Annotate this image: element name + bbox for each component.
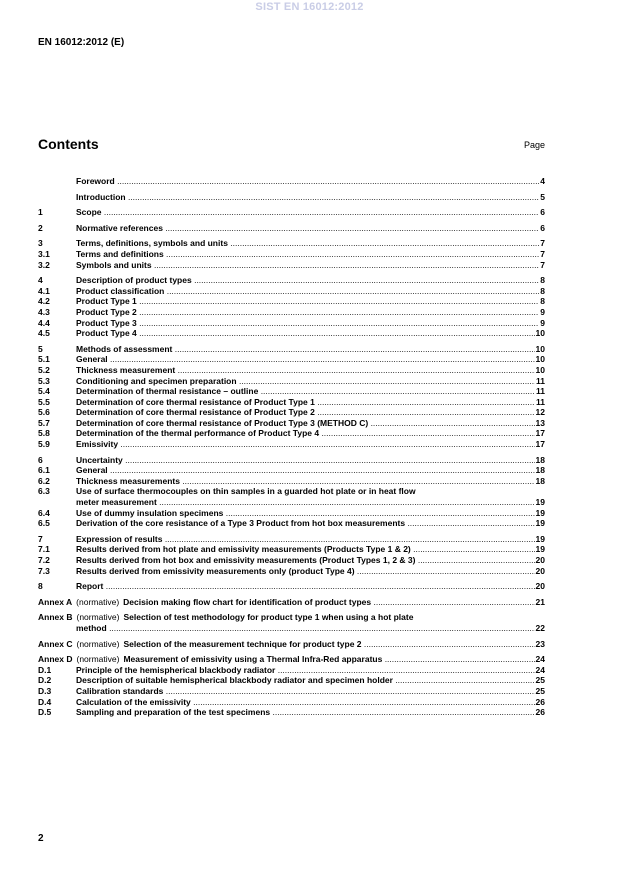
toc-entry[interactable] — [38, 207, 545, 218]
toc-entry[interactable] — [38, 176, 545, 187]
toc-page: 22 — [535, 622, 545, 633]
toc-number: D.4 — [38, 696, 52, 707]
toc-title: Determination of thermal resistance – outline ..... — [76, 386, 535, 397]
toc-title: Results derived from hot plate and emissivity measurements (Products Type 1 & 2) ..... — [76, 544, 535, 555]
toc-title: Expression of results ..... — [76, 534, 535, 545]
toc-entry[interactable] — [38, 386, 545, 397]
document-header: EN 16012:2012 (E) — [38, 37, 125, 48]
toc-number: 6.2 — [38, 475, 50, 486]
toc-title: Uncertainty ..... — [76, 455, 535, 466]
toc-number: 3.2 — [38, 259, 50, 270]
toc-page: 18 — [535, 475, 545, 486]
toc-title: Product Type 1 ..... — [76, 296, 539, 307]
toc-page: 21 — [535, 596, 545, 607]
toc-title: Symbols and units ..... — [76, 260, 539, 271]
toc-page: 23 — [535, 638, 545, 649]
page-title: Contents — [38, 136, 99, 152]
toc-title: Methods of assessment ..... — [76, 344, 535, 355]
toc-number: 4.2 — [38, 296, 50, 307]
toc-entry[interactable] — [38, 192, 545, 203]
toc-title: Determination of core thermal resistance of Product Type 1 ..... — [76, 397, 535, 408]
toc-title: Product Type 2 ..... — [76, 307, 539, 318]
toc-title: Measurement of emissivity using a Thermal Infra-Red apparatus ..... — [123, 654, 534, 665]
annex-label: Annex D — [38, 654, 73, 665]
toc-entry[interactable] — [38, 249, 545, 260]
toc-entry[interactable] — [38, 566, 545, 577]
toc-page: 10 — [535, 354, 545, 365]
toc-page: 20 — [535, 555, 545, 565]
toc-entry[interactable] — [38, 307, 545, 318]
toc-page: 26 — [535, 696, 545, 707]
toc-number: D.3 — [38, 685, 52, 696]
toc-title: Calculation of the emissivity ..... — [76, 697, 535, 708]
toc-number: D.5 — [38, 707, 52, 718]
toc-number: D.2 — [38, 675, 52, 686]
toc-title: Thickness measurement ..... — [76, 365, 535, 376]
toc-page: 20 — [535, 565, 545, 576]
toc-title: Decision making flow chart for identification of product types ..... — [123, 597, 534, 608]
toc-page: 8 — [540, 285, 545, 296]
toc-page: 7 — [540, 259, 545, 270]
toc-number: 3.1 — [38, 248, 50, 259]
toc-number: D.1 — [38, 664, 52, 675]
annex-note: (normative) — [76, 596, 120, 607]
toc-page: 19 — [535, 544, 545, 555]
toc-entry[interactable] — [38, 665, 545, 676]
toc-page: 8 — [540, 275, 545, 286]
toc-number: 5.6 — [38, 407, 50, 418]
toc-annex-entry[interactable] — [38, 597, 545, 608]
table-of-contents — [38, 176, 545, 718]
toc-title: Sampling and preparation of the test specimens ..... — [76, 707, 535, 718]
toc-entry[interactable] — [38, 497, 545, 508]
toc-page: 24 — [535, 664, 545, 675]
toc-title: General ..... — [76, 465, 535, 476]
toc-number: 6.4 — [38, 507, 50, 518]
toc-title: Product classification ..... — [76, 286, 539, 297]
toc-entry[interactable] — [38, 344, 545, 355]
toc-page: 6 — [540, 222, 545, 233]
toc-annex-entry[interactable] — [38, 654, 545, 665]
toc-page: 25 — [535, 685, 545, 696]
toc-entry[interactable] — [38, 581, 545, 592]
toc-title: Thickness measurements ..... — [76, 476, 535, 487]
toc-title: Use of surface thermocouples on thin samples in a guarded hot plate or in heat flow — [76, 486, 416, 497]
toc-number: 5 — [38, 343, 43, 354]
toc-page: 17 — [535, 439, 545, 450]
toc-entry[interactable] — [38, 675, 545, 686]
toc-entry[interactable] — [38, 508, 545, 519]
toc-entry[interactable] — [38, 318, 545, 329]
toc-title: Introduction ..... — [76, 192, 539, 203]
toc-page: 10 — [535, 328, 545, 339]
toc-number: 4.3 — [38, 306, 50, 317]
toc-entry[interactable] — [38, 238, 545, 249]
watermark: SIST EN 16012:2012 — [255, 1, 364, 13]
toc-title: Determination of the thermal performance of Product Type 4 ..... — [76, 428, 535, 439]
toc-title: Normative references ..... — [76, 223, 539, 234]
toc-page: 26 — [535, 707, 545, 718]
toc-title: Calibration standards ..... — [76, 686, 535, 697]
toc-page: 18 — [535, 465, 545, 476]
toc-page: 19 — [535, 497, 545, 508]
toc-number: 1 — [38, 207, 43, 218]
toc-number: 6 — [38, 454, 43, 465]
toc-entry[interactable] — [38, 455, 545, 466]
toc-number: 5.8 — [38, 428, 50, 439]
toc-entry[interactable] — [38, 418, 545, 429]
toc-entry[interactable] — [38, 465, 545, 476]
toc-entry[interactable] — [38, 397, 545, 408]
toc-number: 6.3 — [38, 486, 50, 497]
toc-entry[interactable] — [38, 555, 545, 566]
toc-number: 6.1 — [38, 465, 50, 476]
toc-page: 9 — [540, 306, 545, 317]
toc-title: Use of dummy insulation specimens ..... — [76, 508, 535, 519]
toc-number: 4 — [38, 275, 43, 286]
toc-annex-entry[interactable] — [38, 612, 545, 623]
toc-entry[interactable] — [38, 623, 545, 634]
toc-title: Conditioning and specimen preparation ..... — [76, 376, 535, 387]
toc-title: Product Type 3 ..... — [76, 318, 539, 329]
toc-entry[interactable] — [38, 439, 545, 450]
toc-entry[interactable] — [38, 260, 545, 271]
toc-page: 11 — [536, 386, 545, 397]
toc-page: 10 — [535, 364, 545, 375]
toc-title: Selection of the measurement technique for product type 2 ..... — [123, 639, 534, 650]
toc-page: 18 — [535, 454, 545, 465]
toc-page: 13 — [535, 417, 545, 428]
toc-number: 5.4 — [38, 386, 50, 397]
toc-number: 7 — [38, 533, 43, 544]
toc-annex-entry[interactable] — [38, 639, 545, 650]
toc-entry[interactable] — [38, 544, 545, 555]
toc-page: 19 — [535, 533, 545, 544]
toc-title: Terms, definitions, symbols and units ..... — [76, 238, 539, 249]
toc-number: 3 — [38, 238, 43, 249]
toc-entry[interactable] — [38, 476, 545, 487]
toc-entry[interactable] — [38, 286, 545, 297]
toc-entry[interactable] — [38, 407, 545, 418]
annex-label: Annex C — [38, 638, 73, 649]
toc-page: 19 — [535, 507, 545, 518]
annex-note: (normative) — [76, 638, 120, 649]
toc-entry[interactable] — [38, 686, 545, 697]
toc-number: 5.9 — [38, 439, 50, 450]
toc-number: 7.2 — [38, 555, 50, 565]
toc-number: 7.1 — [38, 544, 50, 555]
toc-title: Principle of the hemispherical blackbody radiator ..... — [76, 665, 535, 676]
toc-number: 5.2 — [38, 364, 50, 375]
toc-title: Emissivity ..... — [76, 439, 535, 450]
toc-entry[interactable] — [38, 296, 545, 307]
toc-entry[interactable] — [38, 328, 545, 339]
toc-number: 5.7 — [38, 417, 50, 428]
annex-note: (normative) — [76, 654, 120, 665]
toc-title: Determination of core thermal resistance of Product Type 2 ..... — [76, 407, 535, 418]
toc-page: 19 — [535, 518, 545, 529]
page-number: 2 — [38, 833, 44, 844]
toc-number: 5.1 — [38, 354, 50, 365]
toc-number: 8 — [38, 581, 43, 592]
annex-note: (normative) — [76, 612, 120, 623]
toc-entry[interactable] — [38, 275, 545, 286]
page-column-label: Page — [523, 140, 545, 150]
toc-title: Results derived from emissivity measurements only (product Type 4) ..... — [76, 566, 535, 577]
toc-page: 6 — [540, 207, 545, 218]
toc-title: Selection of test methodology for product type 1 when using a hot plate — [123, 612, 414, 623]
toc-page: 11 — [536, 396, 545, 407]
toc-number: 6.5 — [38, 518, 50, 529]
toc-number: 2 — [38, 222, 43, 233]
toc-page: 9 — [540, 317, 545, 328]
toc-entry[interactable] — [38, 534, 545, 545]
toc-title: meter measurement ..... — [76, 497, 535, 508]
toc-page: 7 — [540, 248, 545, 259]
toc-number: 7.3 — [38, 565, 50, 576]
toc-number: 5.5 — [38, 396, 50, 407]
toc-title: Description of product types ..... — [76, 275, 539, 286]
toc-page: 10 — [535, 343, 545, 354]
annex-label: Annex A — [38, 596, 73, 607]
toc-page: 4 — [540, 176, 545, 186]
toc-title: Description of suitable hemispherical blackbody radiator and specimen holder ..... — [76, 675, 535, 686]
annex-label: Annex B — [38, 612, 73, 623]
toc-page: 25 — [535, 675, 545, 686]
toc-number: 4.5 — [38, 328, 50, 339]
toc-title: Results derived from hot box and emissivity measurements (Product Types 1, 2 & 3) ..... — [76, 555, 535, 566]
toc-page: 20 — [535, 581, 545, 592]
toc-page: 24 — [535, 654, 545, 665]
toc-number: 4.1 — [38, 285, 50, 296]
toc-title: Determination of core thermal resistance of Product Type 3 (METHOD C) ..... — [76, 418, 535, 429]
toc-page: 7 — [540, 238, 545, 249]
toc-title: General ..... — [76, 354, 535, 365]
toc-entry[interactable] — [38, 365, 545, 376]
toc-entry[interactable] — [38, 223, 545, 234]
toc-page: 17 — [535, 428, 545, 439]
toc-title: Product Type 4 ..... — [76, 328, 535, 339]
toc-title: Foreword ..... — [76, 176, 539, 187]
toc-page: 5 — [540, 191, 545, 202]
toc-number: 4.4 — [38, 317, 50, 328]
toc-entry[interactable] — [38, 697, 545, 708]
toc-title: method ..... — [76, 623, 535, 634]
toc-entry[interactable] — [38, 376, 545, 387]
toc-page: 11 — [536, 375, 545, 386]
toc-entry[interactable] — [38, 707, 545, 718]
toc-entry[interactable] — [38, 518, 545, 529]
toc-title: Scope ..... — [76, 207, 539, 218]
toc-title: Report ..... — [76, 581, 535, 592]
toc-title: Terms and definitions ..... — [76, 249, 539, 260]
toc-page: 8 — [540, 296, 545, 307]
toc-entry[interactable] — [38, 486, 545, 497]
toc-entry[interactable] — [38, 428, 545, 439]
toc-title: Derivation of the core resistance of a Type 3 Product from hot box measurements ..... — [76, 518, 535, 529]
toc-page: 12 — [535, 407, 545, 418]
toc-entry[interactable] — [38, 354, 545, 365]
toc-number: 5.3 — [38, 375, 50, 386]
